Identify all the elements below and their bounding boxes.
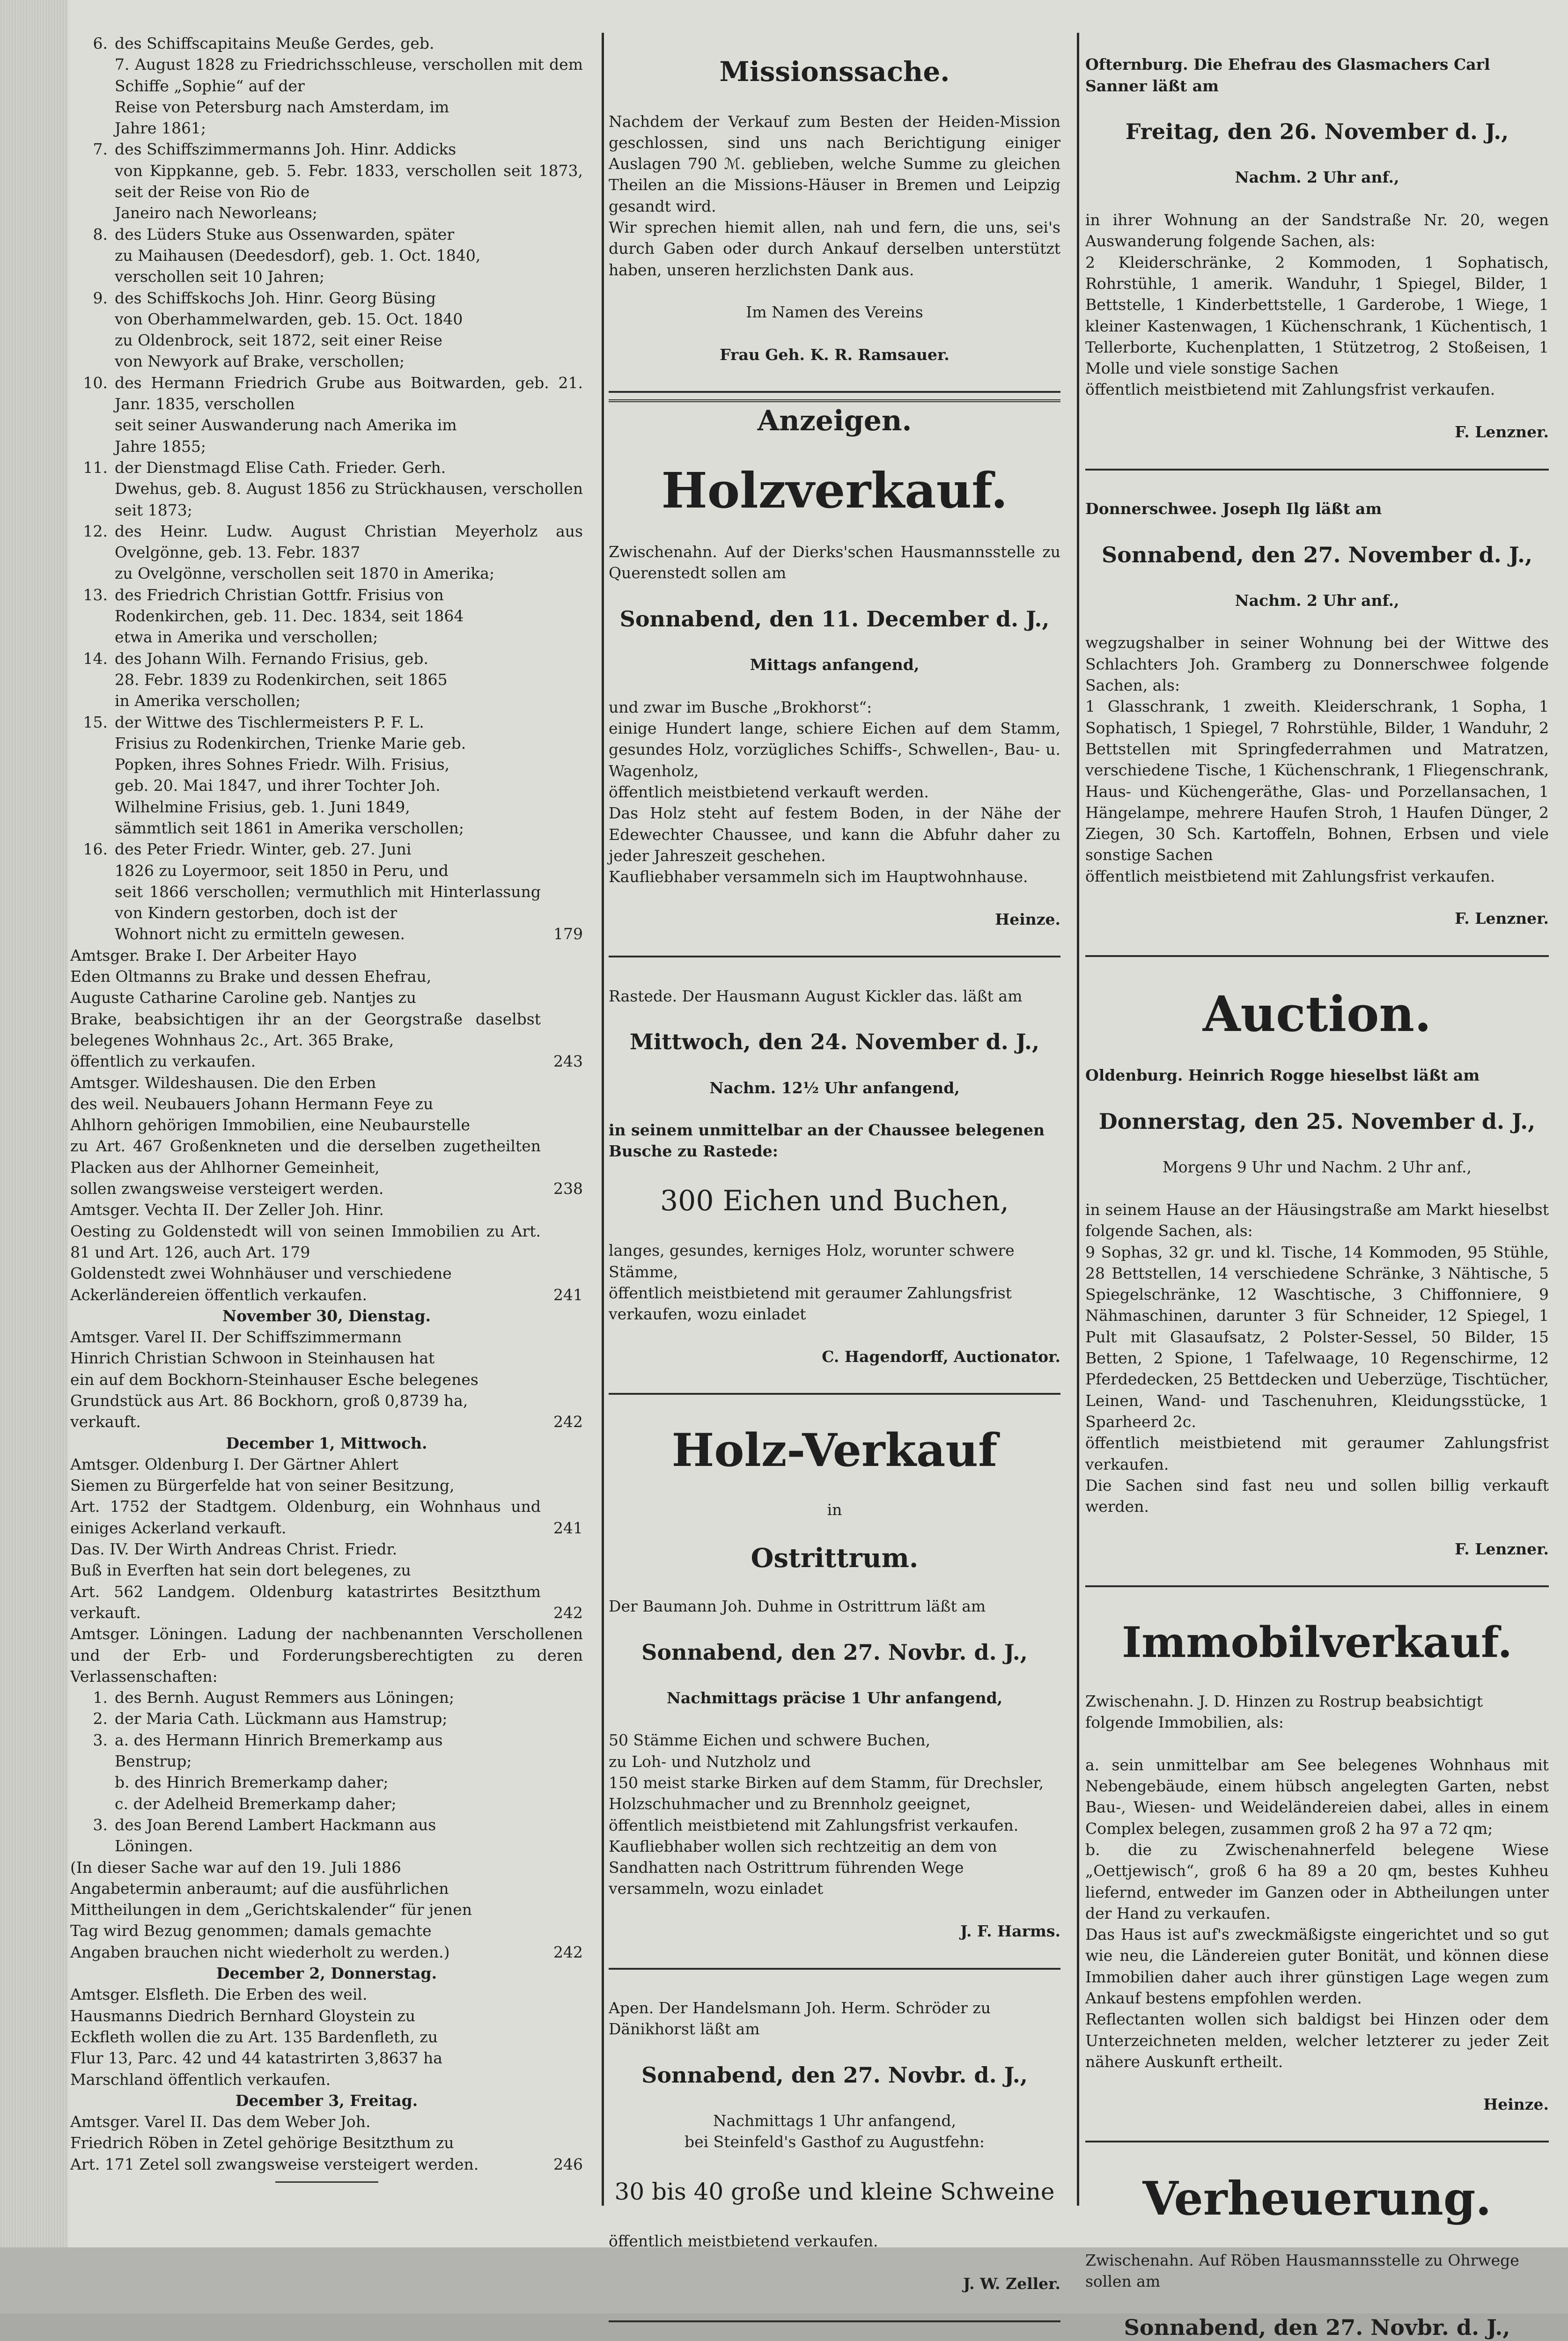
ad-body: und zwar im Busche „Brokhorst“: einige Hundert lange, schiere Eichen auf dem Stamm, gesundes Holz, vorzügliches Schiffs-, Schwellen-, Bau- u. Wagenholz, öffentlich meistbietend verkauft werden. Das Holz steht auf festem Boden, in der Nähe der Edewechter Chaussee, und kann die Abfuhr daher zu jeder Jahreszeit geschehen. Kaufliebhaber versammeln sich im Hauptwohnhause.	[609, 698, 1060, 886]
entry-number: 9.	[93, 288, 108, 307]
date-heading: December 3, Freitag.	[235, 2091, 418, 2110]
ad-title: Verheuerung.	[1142, 2172, 1492, 2226]
page-reference: 242	[553, 1943, 583, 1961]
list-item	[70, 1730, 583, 1814]
list-item	[70, 457, 583, 521]
ad-date: Mittwoch, den 24. November d. J.,	[629, 1029, 1040, 1055]
entry-text: des Schiffskochs Joh. Hinr. Georg Büsing von Oberhammelwarden, geb. 15. Oct. 1840 zu Oldenbrock, seit 1872, seit einer Reise von Newyork auf Brake, verschollen;	[115, 288, 463, 371]
ad-immobilverkauf	[1085, 1594, 1549, 2142]
ad-intro: Donnerschwee. Joseph Ilg läßt am	[1085, 499, 1382, 518]
page-reference: 241	[553, 1518, 583, 1537]
notice-oldenburg	[70, 1454, 583, 1539]
ad-intro: Apen. Der Handelsmann Joh. Herm. Schröder zu Dänikhorst läßt am	[609, 1998, 991, 2039]
ad-intro: Oldenburg. Heinrich Rogge hieselbst läßt am	[1085, 1066, 1480, 1085]
entry-number: 3.	[93, 1815, 108, 1834]
entry-text: der Wittwe des Tischlermeisters P. F. L. Frisius zu Rodenkirchen, Trienke Marie geb. Popken, ihres Sohnes Friedr. Wilh. Frisius, geb. 20. Mai 1847, und ihrer Tochter Joh. Wilhelmine Frisius, geb. 1. Juni 1849, sämmtlich seit 1861 in Amerika verschollen;	[115, 713, 466, 837]
entry-number: 16.	[83, 840, 108, 859]
entry-text: des Schiffszimmermanns Joh. Hinr. Addicks von Kippkanne, geb. 5. Febr. 1833, verschollen seit 1873, seit der Reise von Rio de Janeiro nach Neworleans;	[115, 140, 583, 222]
list-item	[70, 584, 583, 648]
ad-body: langes, gesundes, kerniges Holz, worunter schwere Stämme, öffentlich meistbietend mit geraumer Zahlungsfrist verkaufen, wozu einladet	[609, 1241, 1015, 1324]
entry-number: 2.	[93, 1709, 108, 1728]
list-item	[70, 712, 583, 839]
ad-ofternburg	[1085, 33, 1549, 471]
divider	[275, 2181, 378, 2183]
notice-text: Amtsger. Varel II. Der Schiffszimmermann Hinrich Christian Schwoon in Steinhausen hat ein auf dem Bockhorn-Steinhauser Esche belegenes Grundstück aus Art. 86 Bockhorn, groß 0,8739 ha, verkauft.	[70, 1328, 478, 1431]
entry-number: 6.	[93, 34, 108, 52]
page-reference: 241	[553, 1285, 583, 1304]
ad-date: Sonnabend, den 27. Novbr. d. J.,	[641, 2062, 1028, 2088]
ad-date: Donnerstag, den 25. November d. J.,	[1098, 1109, 1536, 1134]
mission-title: Missionssache.	[719, 56, 950, 88]
ad-verheuerung	[1085, 2149, 1549, 2341]
ad-time: Nachm. 12½ Uhr anfangend,	[709, 1078, 960, 1097]
ad-donnerschwee	[1085, 477, 1549, 957]
ad-body: wegzugshalber in seiner Wohnung bei der Wittwe des Schlachters Joh. Gramberg zu Donnerschwee folgende Sachen, als: 1 Glasschrank, 1 zweith. Kleiderschrank, 1 Sopha, 1 Sophatisch, 1 Spiegel, 7 Rohrstühle, Bilder, 1 Wanduhr, 2 Bettstellen mit Springfederrahmen und Matratzen, verschiedene Tische, 1 Küchenschrank, 1 Fliegenschrank, Haus- und Küchengeräthe, Glas- und Porzellansachen, 1 Hängelampe, mehrere Haufen Stroh, 1 Haufen Dünger, 2 Ziegen, 30 Sch. Kartoffeln, Bohnen, Erbsen und viele sonstige Sachen öffentlich meistbietend mit Zahlungsfrist verkaufen.	[1085, 633, 1549, 885]
ad-body: öffentlich meistbietend verkaufen.	[609, 2232, 878, 2251]
entry-text: der Dienstmagd Elise Cath. Frieder. Gerh. Dwehus, geb. 8. August 1856 zu Strückhausen, verschollen seit 1873;	[115, 458, 583, 519]
page-reference: 238	[553, 1179, 583, 1198]
ad-intro: Zwischenahn. Auf der Dierks'schen Hausmannsstelle zu Querenstedt sollen am	[609, 543, 1060, 582]
date-heading: December 1, Mittwoch.	[226, 1434, 427, 1452]
ad-time: Morgens 9 Uhr und Nachm. 2 Uhr anf.,	[1162, 1158, 1472, 1177]
entry-text: des Hermann Friedrich Grube aus Boitwarden, geb. 21. Janr. 1835, verschollen seit seiner Auswanderung nach Amerika im Jahre 1855;	[115, 373, 583, 456]
ad-body: 50 Stämme Eichen und schwere Buchen, zu Loh- und Nutzholz und 150 meist starke Birken auf dem Stamm, für Drechsler, Holzschuhmacher und zu Brennholz geeignet, öffentlich meistbietend mit Zahlungsfrist verkaufen. Kaufliebhaber wollen sich rechtzeitig an dem von Sandhatten nach Ostrittrum führenden Wege versammeln, wozu einladet	[609, 1731, 1044, 1898]
list-item	[70, 33, 583, 139]
ad-date: Sonnabend, den 27. Novbr. d. J.,	[1124, 2314, 1510, 2340]
ad-holz-verkauf-ostrittrum	[609, 1401, 1060, 1969]
notice-loeningen-note	[70, 1857, 583, 1963]
entry-text: des Joan Berend Lambert Hackmann aus Löningen.	[115, 1815, 436, 1855]
ad-intro: Zwischenahn. Auf Röben Hausmannsstelle zu Ohrwege sollen am	[1085, 2251, 1519, 2291]
ad-intro: Ofternburg. Die Ehefrau des Glasmachers Carl Sanner läßt am	[1085, 55, 1490, 95]
notice-wildeshausen	[70, 1072, 583, 1200]
notice-text: Amtsger. Brake I. Der Arbeiter Hayo Eden Oltmanns zu Brake und dessen Ehefrau, Auguste Catharine Caroline geb. Nantjes zu Brake, beabsichtigen ihr an der Georgstraße daselbst belegenes Wohnhaus 2c., Art. 365 Brake, öffentlich zu verkaufen.	[70, 946, 541, 1071]
list-item	[70, 1687, 583, 1708]
ad-title: Immobilverkauf.	[1122, 1617, 1512, 1667]
notice-oldenburg-iv	[70, 1539, 583, 1623]
notice-brake	[70, 945, 583, 1072]
ad-signature: F. Lenzner.	[1455, 1539, 1549, 1558]
ad-place: Ostrittrum.	[751, 1542, 919, 1574]
ad-time: Mittags anfangend,	[750, 655, 920, 674]
right-column	[1085, 33, 1549, 2340]
middle-column	[609, 33, 1060, 2293]
section-heading: Anzeigen.	[609, 399, 1060, 440]
entry-number: 11.	[83, 458, 108, 477]
ad-intro: Zwischenahn. J. D. Hinzen zu Rostrup beabsichtigt folgende Immobilien, als:	[1085, 1692, 1483, 1732]
ad-auction	[1085, 964, 1549, 1587]
list-item	[70, 521, 583, 584]
page-reference: 242	[553, 1413, 583, 1431]
ad-subtitle: in	[827, 1501, 842, 1519]
entry-number: 14.	[83, 649, 108, 668]
mission-signature: Frau Geh. K. R. Ramsauer.	[720, 345, 950, 364]
notice-text: Amtsger. Wildeshausen. Die den Erben des weil. Neubauers Johann Hermann Feye zu Ahlhorn gehörigen Immobilien, eine Neubaurstelle zu Art. 467 Großenkneten und die derselben zugetheilten Placken aus der Ahlhorner Gemeinheit, sollen zwangsweise versteigert werden.	[70, 1073, 541, 1198]
ad-time: Nachmittags 1 Uhr anfangend, bei Steinfeld's Gasthof zu Augustfehn:	[684, 2112, 985, 2151]
entry-text: des Friedrich Christian Gottfr. Frisius von Rodenkirchen, geb. 11. Dec. 1834, seit 1864 etwa in Amerika und verschollen;	[115, 585, 464, 647]
ad-signature: F. Lenzner.	[1455, 909, 1549, 928]
ad-apen	[609, 1976, 1060, 2322]
ad-signature: Heinze.	[1483, 2095, 1549, 2113]
ad-highlight: 30 bis 40 große und kleine Schweine	[614, 2178, 1055, 2206]
ad-title: Holzverkauf.	[661, 461, 1008, 519]
list-item	[70, 1814, 583, 1857]
notice-varel	[70, 1326, 583, 1432]
list-item	[70, 224, 583, 287]
list-item	[70, 139, 583, 223]
entry-number: 12.	[83, 522, 108, 540]
notice-text: (In dieser Sache war auf den 19. Juli 1886 Angabetermin anberaumt; auf die ausführlichen Mittheilungen in dem „Gerichtskalender“ für jenen Tag wird Bezug genommen; damals gemachte Angaben brauchen nicht wiederholt zu werden.)	[70, 1858, 472, 1961]
ad-date: Sonnabend, den 11. December d. J.,	[619, 606, 1050, 632]
notice-loeningen	[70, 1623, 583, 1687]
ad-highlight: 300 Eichen und Buchen,	[660, 1185, 1009, 1218]
entry-text: a. des Hermann Hinrich Bremerkamp aus Benstrup; b. des Hinrich Bremerkamp daher; c. der Adelheid Bremerkamp daher;	[115, 1730, 443, 1813]
notice-text: Amtsger. Elsfleth. Die Erben des weil. Hausmanns Diedrich Bernhard Gloystein zu Eckfleth wollen die zu Art. 135 Bardenfleth, zu Flur 13, Parc. 42 und 44 katastrirten 3,8637 ha Marschland öffentlich verkaufen.	[70, 1985, 442, 2089]
notice-varel-zetel	[70, 2111, 583, 2175]
page-reference: 243	[553, 1052, 583, 1071]
ad-date: Freitag, den 26. November d. J.,	[1125, 119, 1509, 145]
column-rule-left	[602, 33, 604, 2206]
entry-text: des Heinr. Ludw. August Christian Meyerholz aus Ovelgönne, geb. 13. Febr. 1837 zu Ovelgönne, verschollen seit 1870 in Amerika;	[115, 522, 583, 583]
entry-text: des Bernh. August Remmers aus Löningen;	[115, 1688, 455, 1707]
list-item	[70, 1708, 583, 1729]
ad-title: Auction.	[1202, 985, 1432, 1043]
list-item	[70, 372, 583, 457]
entry-number: 15.	[83, 713, 108, 731]
ad-rastede	[609, 964, 1060, 1395]
mission-notice	[609, 33, 1060, 393]
ad-time: Nachm. 2 Uhr anf.,	[1235, 168, 1399, 187]
ad-intro: Der Baumann Joh. Duhme in Ostrittrum läßt am	[609, 1597, 986, 1615]
column-rule-right	[1077, 33, 1079, 2206]
ad-time: Nachmittags präcise 1 Uhr anfangend,	[666, 1688, 1003, 1707]
entry-text: des Johann Wilh. Fernando Frisius, geb. 28. Febr. 1839 zu Rodenkirchen, seit 1865 in Amerika verschollen;	[115, 649, 448, 710]
entry-number: 10.	[83, 373, 108, 392]
list-item	[70, 287, 583, 372]
notice-text: Amtsger. Varel II. Das dem Weber Joh. Friedrich Röben in Zetel gehörige Besitzthum zu Art. 171 Zetel soll zwangsweise versteigert werden.	[70, 2113, 479, 2173]
left-column	[70, 33, 583, 2192]
entry-number: 13.	[83, 585, 108, 604]
ad-date: Sonnabend, den 27. November d. J.,	[1101, 542, 1533, 567]
ad-signature: Heinze.	[995, 910, 1060, 928]
page-reference: 246	[553, 2155, 583, 2173]
entry-text: des Schiffscapitains Meuße Gerdes, geb. 7. August 1828 zu Friedrichsschleuse, verschollen mit dem Schiffe „Sophie“ auf der Reise von Petersburg nach Amsterdam, im Jahre 1861;	[115, 34, 583, 138]
entry-number: 1.	[93, 1688, 108, 1707]
page-reference: 179	[553, 925, 583, 943]
entry-number: 3.	[93, 1730, 108, 1749]
ad-holzverkauf	[609, 440, 1060, 957]
ad-signature: J. F. Harms.	[960, 1922, 1060, 1941]
mission-signature-line: Im Namen des Vereins	[746, 303, 923, 322]
ad-body: a. sein unmittelbar am See belegenes Wohnhaus mit Nebengebäude, einem hübsch angelegten Garten, nebst Bau-, Wiesen- und Weideländereien dabei, alles in einem Complex belegen, zusammen groß 2 ha 97 a 72 qm; b. die zu Zwischenahnerfeld belegene Wiese „Oettjewisch“, groß 6 ha 89 a 20 qm, bestes Kuhheu liefernd, entweder im Ganzen oder in Abtheilungen unter der Hand zu verkaufen. Das Haus ist auf's zweckmäßigste eingerichtet und so gut wie neu, die Ländereien guter Bonität, und können diese Immobilien daher auch ihrer günstigen Lage wegen zum Ankauf bestens empfohlen werden. Reflectanten wollen sich baldigst bei Hinzen oder dem Unterzeichneten melden, welcher letzterer zu jeder Zeit nähere Auskunft ertheilt.	[1085, 1755, 1549, 2071]
ad-intro: Rastede. Der Hausmann August Kickler das. läßt am	[609, 986, 1023, 1005]
entry-number: 7.	[93, 140, 108, 159]
ad-body: in seinem unmittelbar an der Chaussee belegenen Busche zu Rastede:	[609, 1121, 1045, 1161]
mission-text: Nachdem der Verkauf zum Besten der Heiden-Mission geschlossen, sind uns nach Berichtigung einiger Auslagen 790 ℳ. geblieben, welche Summe zu gleichen Theilen an die Missions-Häuser in Bremen und Leipzig gesandt wird. Wir sprechen hiemit allen, nah und fern, die uns, sei's durch Gaben oder durch Ankauf derselben unterstützt haben, unseren herzlichsten Dank aus.	[609, 112, 1060, 279]
ad-date: Sonnabend, den 27. Novbr. d. J.,	[641, 1639, 1028, 1665]
notice-text: Amtsger. Löningen. Ladung der nachbenannten Verschollenen und der Erb- und Forderungsberechtigten zu deren Verlassenschaften:	[70, 1625, 583, 1686]
date-heading: November 30, Dienstag.	[222, 1306, 431, 1325]
page-reference: 242	[553, 1603, 583, 1622]
ad-body: in seinem Hause an der Häusingstraße am Markt hieselbst folgende Sachen, als: 9 Sophas, 32 gr. und kl. Tische, 14 Kommoden, 95 Stühle, 28 Bettstellen, 14 verschiedene Schränke, 3 Nähtische, 5 Spiegelschränke, 12 Waschtische, 3 Chiffonniere, 9 Nähmaschinen, darunter 3 für Schneider, 12 Spiegel, 1 Pult mit Glasaufsatz, 2 Polster-Sessel, 50 Bilder, 15 Betten, 2 Spione, 1 Tafelwaage, 10 Regenschirme, 12 Pferdedecken, 25 Bettdecken und Ueberzüge, Tischtücher, Leinen, Wand- und Taschenuhren, Kleidungsstücke, 1 Sparheerd 2c. öffentlich meistbietend mit geraumer Zahlungsfrist verkaufen. Die Sachen sind fast neu und sollen billig verkauft werden.	[1085, 1200, 1549, 1516]
notice-text: Das. IV. Der Wirth Andreas Christ. Friedr. Buß in Everften hat sein dort belegenes, zu Art. 562 Landgem. Oldenburg katastrirtes Besitzthum verkauft.	[70, 1540, 541, 1622]
list-item	[70, 648, 583, 712]
date-heading: December 2, Donnerstag.	[216, 1964, 437, 1983]
ad-signature: J. W. Zeller.	[963, 2274, 1060, 2293]
notice-elsfleth	[70, 1984, 583, 2090]
ad-body: in ihrer Wohnung an der Sandstraße Nr. 20, wegen Auswanderung folgende Sachen, als: 2 Kleiderschränke, 2 Kommoden, 1 Sophatisch, Rohrstühle, 1 amerik. Wanduhr, 1 Spiegel, Bilder, 1 Bettstelle, 1 Kinderbettstelle, 1 Garderobe, 1 Wiege, 1 kleiner Kastenwagen, 1 Küchenschrank, 1 Küchentisch, 1 Tellerborte, Kuchenplatten, 1 Stützetrog, 2 Stoßeisen, 1 Molle und viele sonstige Sachen öffentlich meistbietend mit Zahlungsfrist verkaufen.	[1085, 211, 1549, 399]
entry-number: 8.	[93, 225, 108, 243]
notice-vechta	[70, 1199, 583, 1305]
ad-signature: F. Lenzner.	[1455, 423, 1549, 442]
ad-oldenburg-battermann	[609, 2329, 1060, 2341]
entry-text: der Maria Cath. Lückmann aus Hamstrup;	[115, 1709, 448, 1728]
entry-text: des Lüders Stuke aus Ossenwarden, später zu Maihausen (Deedesdorf), geb. 1. Oct. 1840, verschollen seit 10 Jahren;	[115, 225, 481, 286]
entry-text: des Peter Friedr. Winter, geb. 27. Juni 1826 zu Loyermoor, seit 1850 in Peru, und seit 1866 verschollen; vermuthlich mit Hinterlassung von Kindern gestorben, doch ist der Wohnort nicht zu ermitteln gewesen.	[115, 840, 541, 943]
notice-text: Amtsger. Vechta II. Der Zeller Joh. Hinr. Oesting zu Goldenstedt will von seinen Immobilien zu Art. 81 und Art. 126, auch Art. 179 Goldenstedt zwei Wohnhäuser und verschiedene Ackerländereien öffentlich verkaufen.	[70, 1200, 541, 1304]
notice-text: Amtsger. Oldenburg I. Der Gärtner Ahlert Siemen zu Bürgerfelde hat von seiner Besitzung, Art. 1752 der Stadtgem. Oldenburg, ein Wohnhaus und einiges Ackerland verkauft.	[70, 1455, 541, 1537]
ad-signature: C. Hagendorff, Auctionator.	[822, 1347, 1060, 1366]
page-edge	[0, 0, 68, 2313]
ad-title: Holz-Verkauf	[671, 1423, 998, 1477]
ad-time: Nachm. 2 Uhr anf.,	[1235, 591, 1399, 610]
list-item	[70, 839, 583, 944]
